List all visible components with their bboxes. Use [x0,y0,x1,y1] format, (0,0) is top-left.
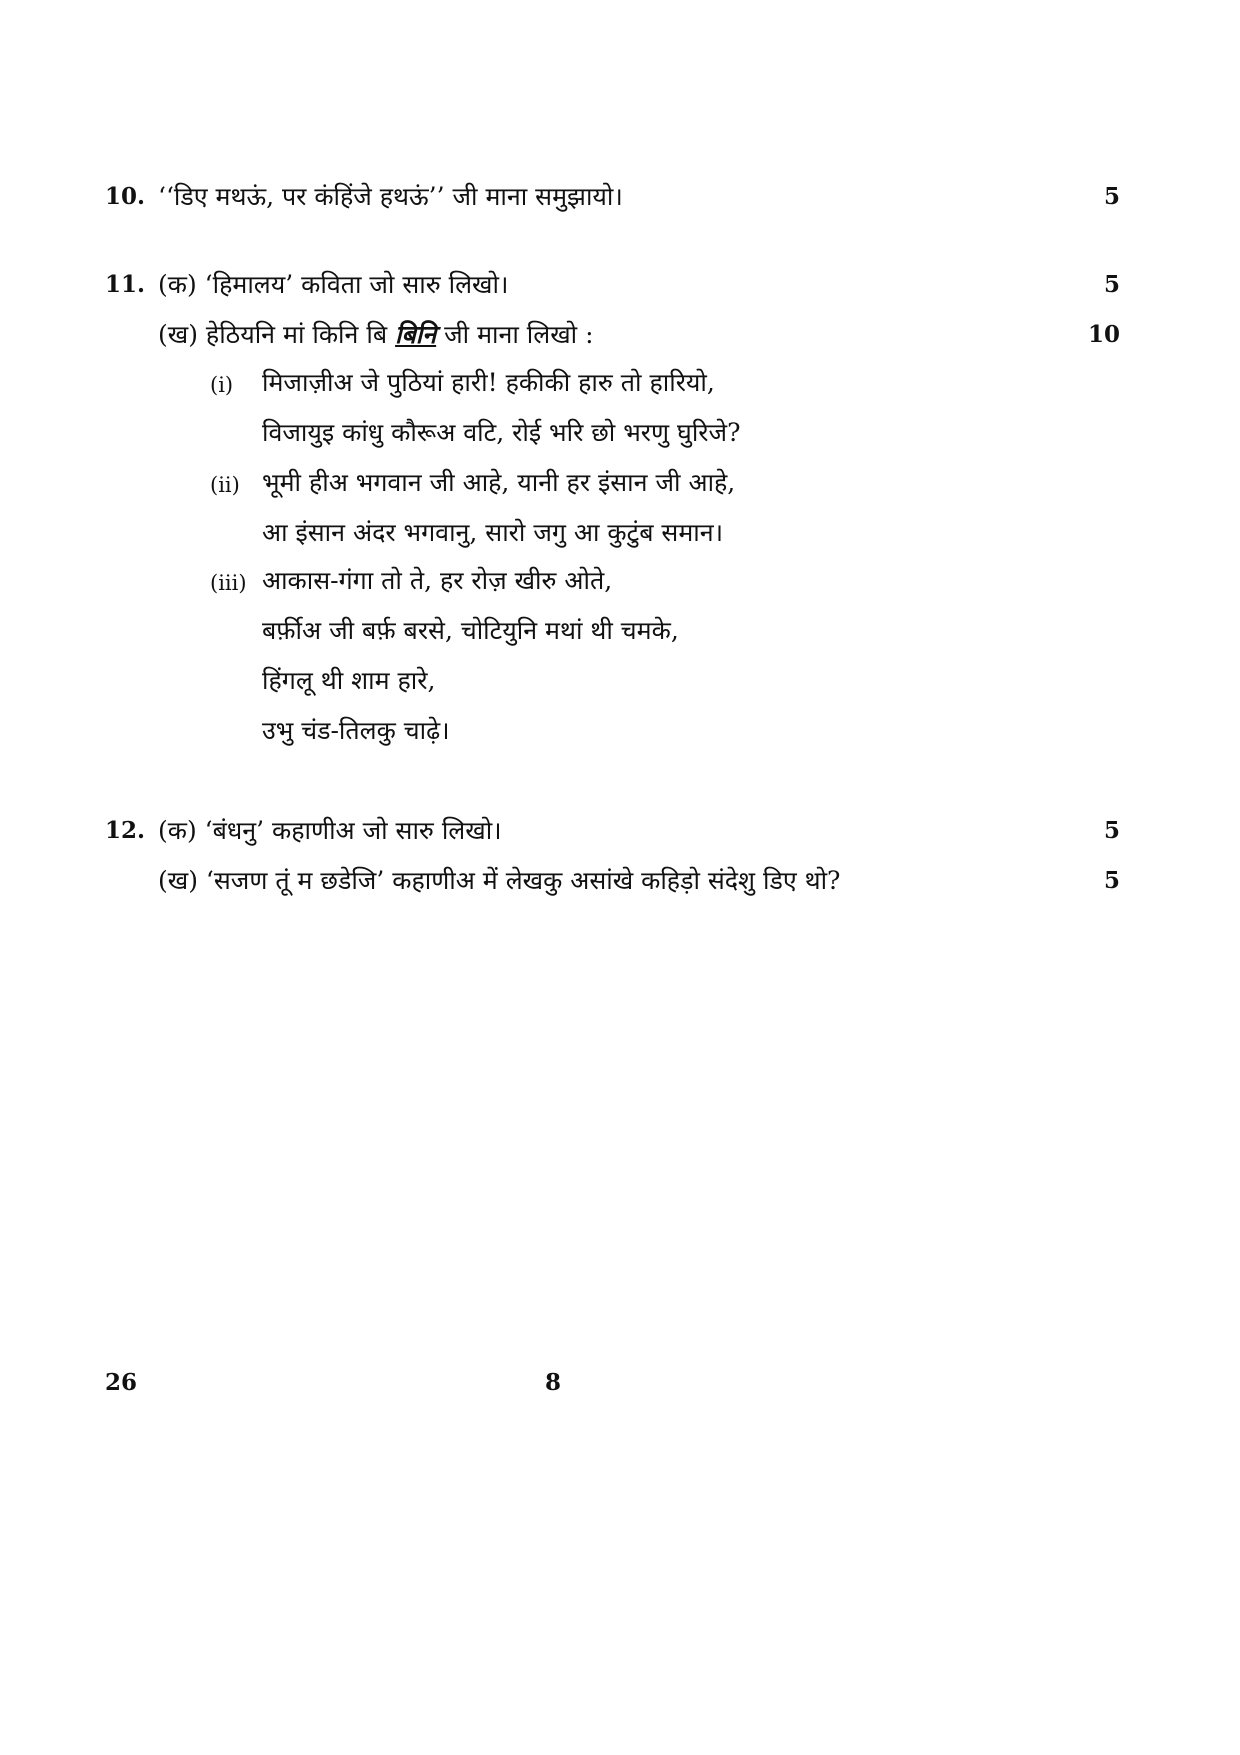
question-12b-label: (ख) [158,866,198,895]
question-11a-text: ‘हिमालय’ कविता जो सारु लिखो। [204,270,509,299]
question-11b-marks: 10 [1087,321,1120,348]
question-12a [158,814,502,848]
subitem-i-line-1: मिजाज़ीअ जे पुठियां हारी! हकीकी हारु तो हारियो, [262,368,715,397]
question-12b-text: ‘सजण तूं म छडेजि’ कहाणीअ में लेखकु असांखे कहिड़ो संदेशु डिए थो? [205,866,841,895]
question-10-marks: 5 [1103,183,1120,210]
question-11b-emphasis: बिनि [395,320,437,349]
subitem-i-label: (i) [210,373,234,397]
subitem-iii-line-1: आकास-गंगा तो ते, हर रोज़ खीरु ओते, [262,566,613,595]
question-12a-text: ‘बंधनु’ कहाणीअ जो सारु लिखो। [204,816,502,845]
question-11a [158,268,508,302]
question-10-text: ‘‘डिए मथऊं, पर कंहिंजे हथऊं’’ जी माना समुझायो। [158,182,623,211]
question-11-number: 11. [105,271,146,298]
question-12a-marks: 5 [1103,817,1120,844]
question-11a-marks: 5 [1103,271,1120,298]
subitem-ii-label: (ii) [210,473,240,497]
subitem-i-line-2: विजायुइ कांधु कौरूअ वटि, रोई भरि छो भरणु घुरिजे? [262,418,741,447]
subitem-iii-label: (iii) [210,571,247,595]
question-11b-text-after: जी माना लिखो : [444,320,594,349]
subitem-ii-line-1: भूमी हीअ भगवान जी आहे, यानी हर इंसान जी आहे, [262,468,736,497]
question-12b-marks: 5 [1103,867,1120,894]
footer-code: 26 [105,1369,138,1396]
subitem-iii-line-4: उभु चंड-तिलकु चाढ़े। [262,716,450,745]
question-11b-text-before: हेठियनि मां किनि बि [205,320,388,349]
question-12a-label: (क) [158,816,197,845]
subitem-iii-line-3: हिंगलू थी शाम हारे, [262,666,436,695]
question-11b [158,318,594,352]
question-12-number: 12. [105,817,146,844]
subitem-iii-line-2: बर्फ़ीअ जी बर्फ़ बरसे, चोटियुनि मथां थी चमके, [262,616,679,645]
question-10-number: 10. [105,183,146,210]
page-number: 8 [545,1369,562,1396]
question-11b-label: (ख) [158,320,198,349]
question-12b [158,864,840,898]
subitem-ii-line-2: आ इंसान अंदर भगवानु, सारो जगु आ कुटुंब समान। [262,518,724,547]
question-11a-label: (क) [158,270,197,299]
